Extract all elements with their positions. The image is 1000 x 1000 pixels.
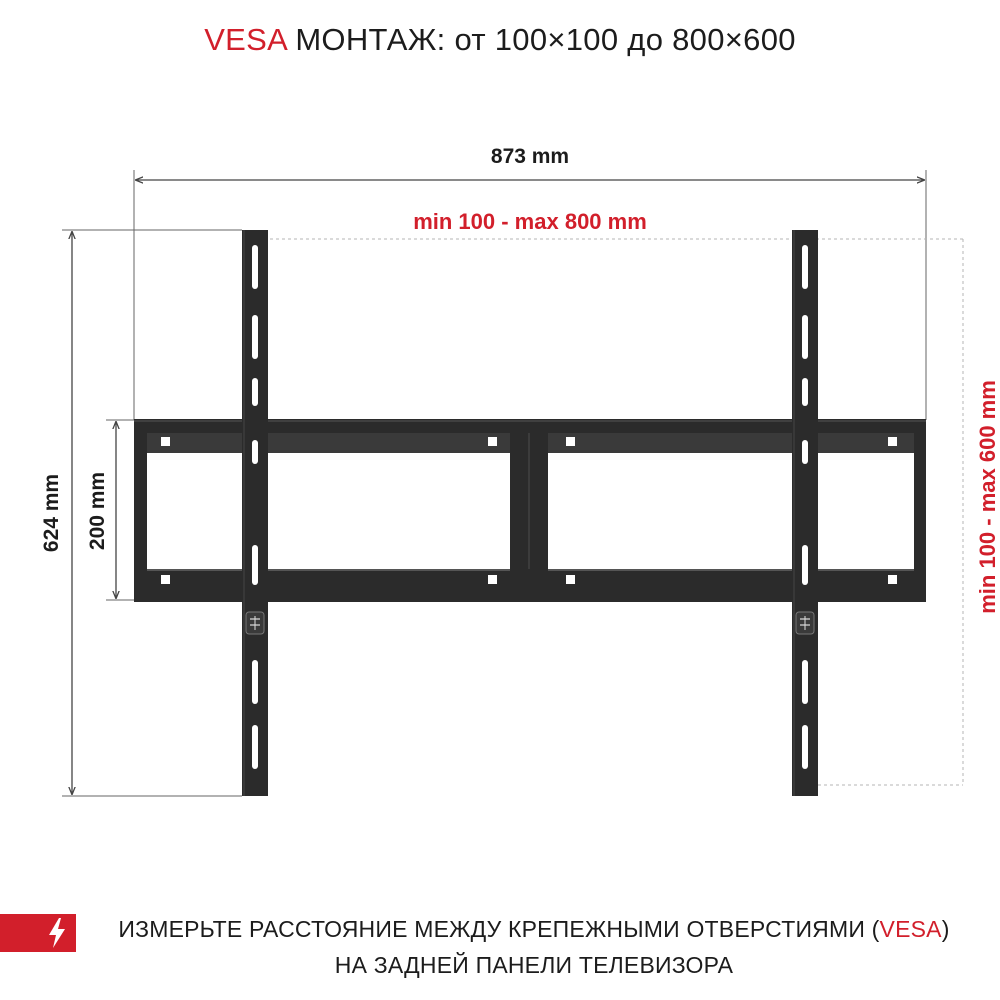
footer-instruction [0,900,1000,1000]
vesa-height-label: min 100 - max 600 mm [975,380,1000,614]
frame-height-dimension [86,420,134,600]
vesa-width-label: min 100 - max 800 mm [413,209,647,234]
right-vertical-arm [792,230,818,796]
footer-line-1-end: ) [941,916,950,942]
footer-line-2: НА ЗАДНЕЙ ПАНЕЛИ ТЕЛЕВИЗОРА [334,952,734,978]
frame-height-label: 200 mm [86,471,109,551]
total-height-label: 624 mm [40,473,63,553]
lightning-icon [46,917,68,949]
vesa-guide-outline [258,239,963,785]
footer-line-1 [84,916,984,943]
title-vesa: VESA [204,22,287,57]
footer-line-1-text: ИЗМЕРЬТЕ РАССТОЯНИЕ МЕЖДУ КРЕПЕЖНЫМИ ОТВЕРСТИЯМИ ( [118,916,880,942]
title-rest: МОНТАЖ: от 100×100 до 800×600 [295,22,796,57]
footer-line-1-vesa: VESA [879,916,942,942]
total-width-label: 873 mm [490,145,570,168]
left-vertical-arm [242,230,268,796]
footer-badge [0,914,76,952]
